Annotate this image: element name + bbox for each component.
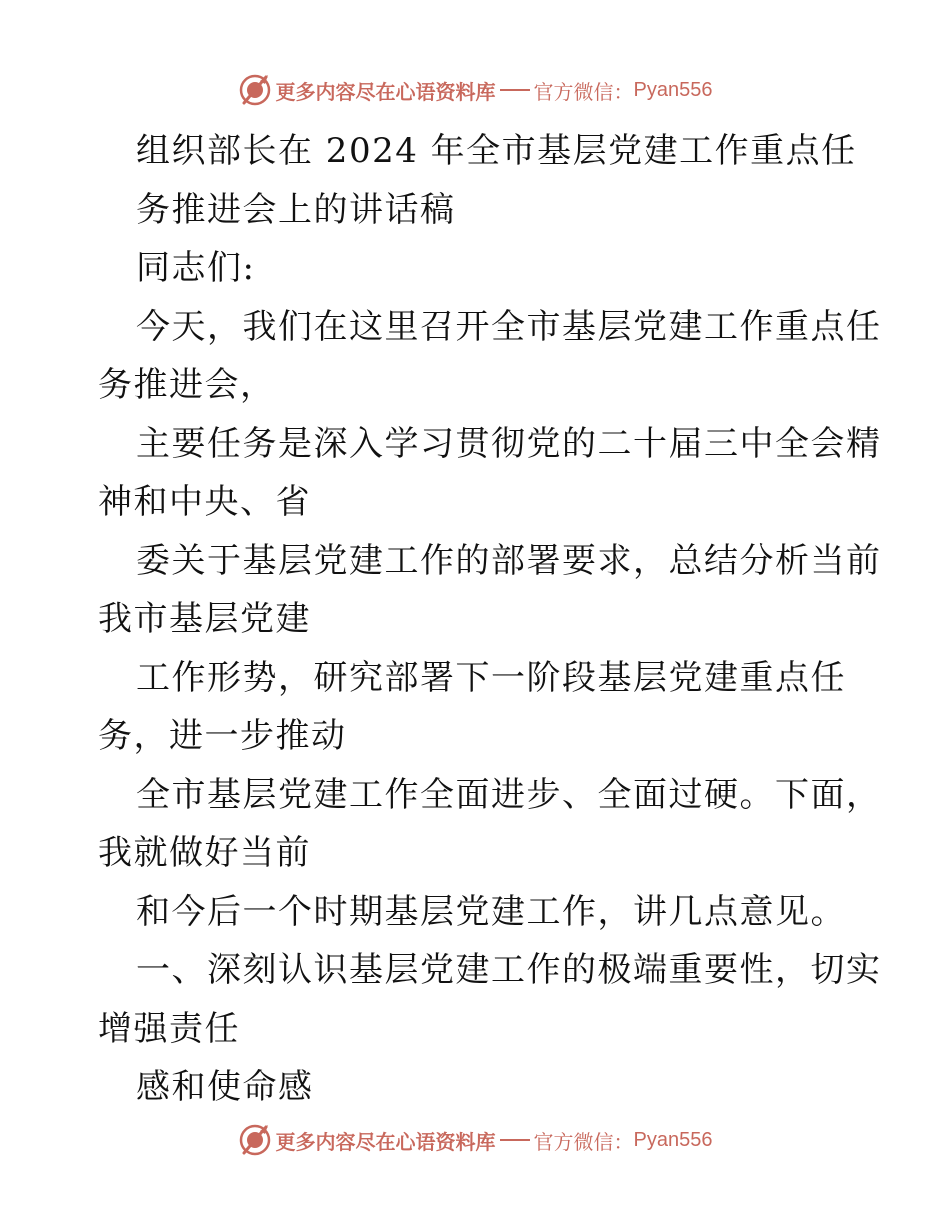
paragraph-line: 主要任务是深入学习贯彻党的二十届三中全会精 <box>136 423 882 464</box>
salutation: 同志们: <box>136 248 256 288</box>
quill-seal-icon <box>238 1123 272 1157</box>
watermark-official-label: 官方微信： <box>533 1129 634 1154</box>
section-heading-line: 感和使命感 <box>136 1067 314 1107</box>
watermark-brand-text: 更多内容尽在心语资料库 <box>275 79 496 104</box>
paragraph-line: 我市基层党建 <box>98 599 311 639</box>
paragraph-line: 务，进一步推动 <box>98 716 347 756</box>
watermark-banner-top <box>0 68 950 112</box>
watermark-banner-bottom <box>0 1118 950 1162</box>
paragraph-line: 和今后一个时期基层党建工作，讲几点意见。 <box>136 891 846 932</box>
paragraph-line: 务推进会， <box>98 365 276 405</box>
watermark-brand-text: 更多内容尽在心语资料库 <box>275 1129 496 1154</box>
document-title-line: 组织部长在 2024 年全市基层党建工作重点任 <box>136 131 857 171</box>
paragraph-line: 委关于基层党建工作的部署要求，总结分析当前 <box>136 540 882 581</box>
watermark-separator <box>500 1139 530 1141</box>
watermark-wechat-id: Pyan556 <box>633 1128 713 1151</box>
quill-seal-icon <box>238 73 272 107</box>
paragraph-line: 全市基层党建工作全面进步、全面过硬。下面， <box>136 774 882 815</box>
section-heading-line: 增强责任 <box>98 1008 240 1049</box>
paragraph-line: 工作形势，研究部署下一阶段基层党建重点任 <box>136 657 846 698</box>
paragraph-line: 我就做好当前 <box>98 833 311 873</box>
paragraph-line: 神和中央、省 <box>98 482 311 522</box>
paragraph-line: 今天，我们在这里召开全市基层党建工作重点任 <box>136 306 882 347</box>
watermark-separator <box>500 89 530 91</box>
watermark-official-label: 官方微信： <box>533 79 634 104</box>
document-body <box>98 122 882 1117</box>
watermark-wechat-id: Pyan556 <box>633 78 713 101</box>
document-title-line: 务推进会上的讲话稿 <box>136 189 456 230</box>
section-heading-line: 一、深刻认识基层党建工作的极端重要性，切实 <box>136 950 882 990</box>
